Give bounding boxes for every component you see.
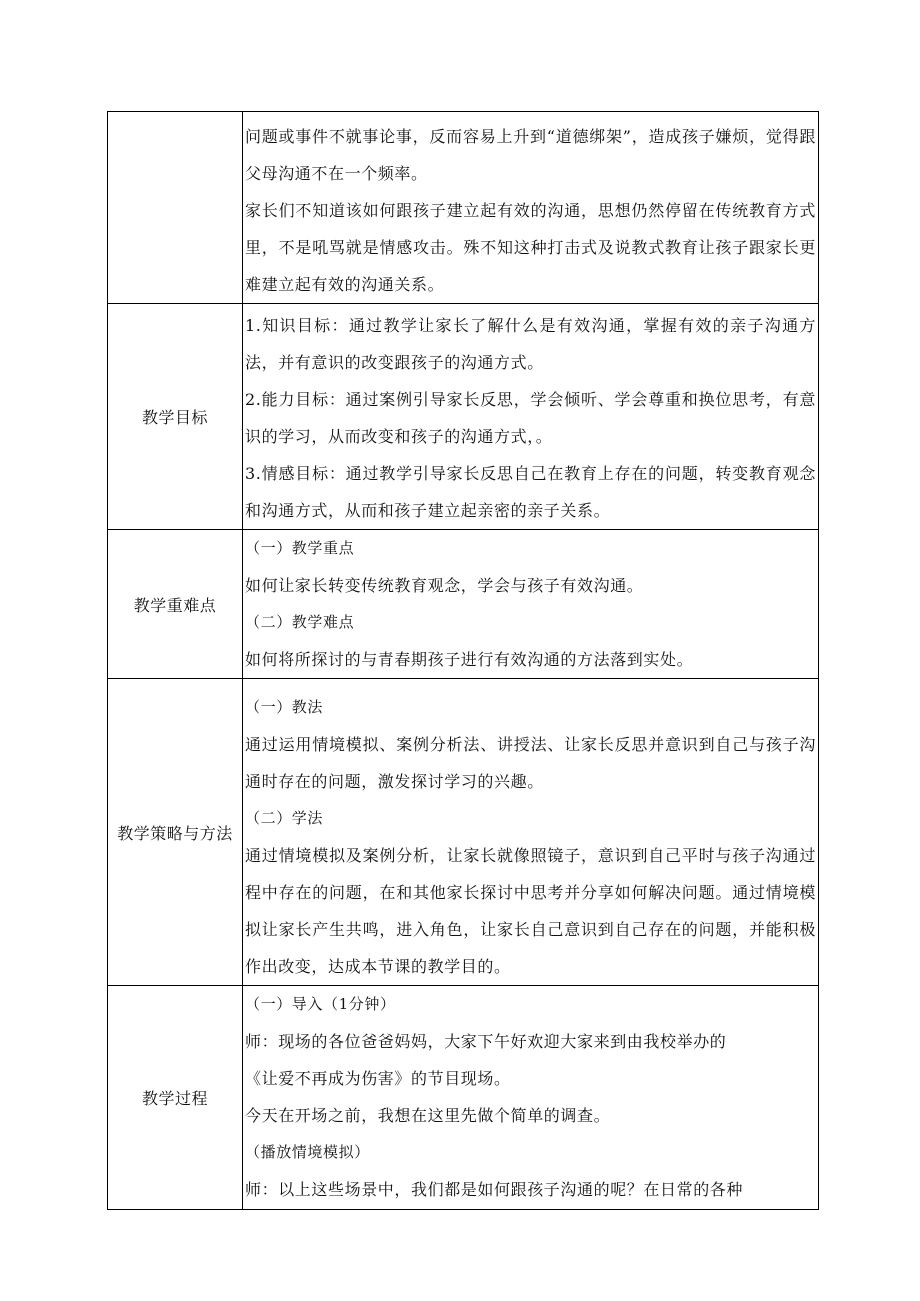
section-heading: （二）学法	[245, 809, 324, 827]
table-row	[108, 530, 819, 679]
paragraph: 师：现场的各位爸爸妈妈，大家下午好欢迎大家来到由我校举办的	[245, 1032, 727, 1051]
emotion-goal: 3.情感目标：通过教学引导家长反思自己在教育上存在的问题，转变教育观念和沟通方式，从而和孩子建立起亲密的亲子关系。	[245, 464, 816, 520]
row-label-key-difficulties: 教学重难点	[108, 530, 243, 679]
row-label-empty	[108, 112, 243, 304]
table-row	[108, 986, 819, 1210]
knowledge-goal: 1.知识目标：通过教学让家长了解什么是有效沟通，掌握有效的亲子沟通方法，并有意识的改变跟孩子的沟通方式。	[245, 316, 816, 372]
section-heading: （一）教学重点	[245, 539, 355, 557]
teaching-goals-cell	[243, 304, 819, 530]
row-label-teaching-goals: 教学目标	[108, 304, 243, 530]
row-label-teaching-process: 教学过程	[108, 986, 243, 1210]
key-difficulties-cell	[243, 530, 819, 679]
paragraph: 如何将所探讨的与青春期孩子进行有效沟通的方法落到实处。	[245, 650, 694, 669]
strategies-cell	[243, 679, 819, 986]
ability-goal: 2.能力目标：通过案例引导家长反思，学会倾听、学会尊重和换位思考，有意识的学习，从而改变和孩子的沟通方式，。	[245, 390, 816, 446]
table-row	[108, 112, 819, 304]
section-heading: （二）教学难点	[245, 613, 355, 631]
background-content-cell	[243, 112, 819, 304]
paragraph: 通过情境模拟及案例分析，让家长就像照镜子，意识到自己平时与孩子沟通过程中存在的问题，在和其他家长探讨中思考并分享如何解决问题。通过情境模拟让家长产生共鸣，进入角色，让家长自己意识到自己存在的问题，并能积极作出改变，达成本节课的教学目的。	[245, 846, 816, 976]
paragraph: 师：以上这些场景中，我们都是如何跟孩子沟通的呢？在日常的各种	[245, 1180, 744, 1199]
table-row	[108, 304, 819, 530]
section-heading: （一）教法	[245, 698, 324, 716]
table-row	[108, 679, 819, 986]
paragraph: 问题或事件不就事论事，反而容易上升到“道德绑架”，造成孩子嫌烦，觉得跟父母沟通不在一个频率。	[245, 127, 816, 183]
paragraph: 如何让家长转变传统教育观念，学会与孩子有效沟通。	[245, 576, 644, 595]
paragraph: 家长们不知道该如何跟孩子建立起有效的沟通，思想仍然停留在传统教育方式里，不是吼骂就是情感攻击。殊不知这种打击式及说教式教育让孩子跟家长更难建立起有效的沟通关系。	[245, 201, 816, 294]
section-heading: （播放情境模拟）	[245, 1143, 370, 1161]
row-label-strategies: 教学策略与方法	[108, 679, 243, 986]
teaching-process-cell	[243, 986, 819, 1210]
paragraph: 《让爱不再成为伤害》的节目现场。	[245, 1069, 511, 1088]
paragraph: 今天在开场之前，我想在这里先做个简单的调查。	[245, 1106, 611, 1125]
section-heading: （一）导入（1分钟）	[245, 995, 396, 1013]
paragraph: 通过运用情境模拟、案例分析法、讲授法、让家长反思并意识到自己与孩子沟通时存在的问题，激发探讨学习的兴趣。	[245, 735, 816, 791]
lesson-plan-table	[107, 111, 819, 1210]
